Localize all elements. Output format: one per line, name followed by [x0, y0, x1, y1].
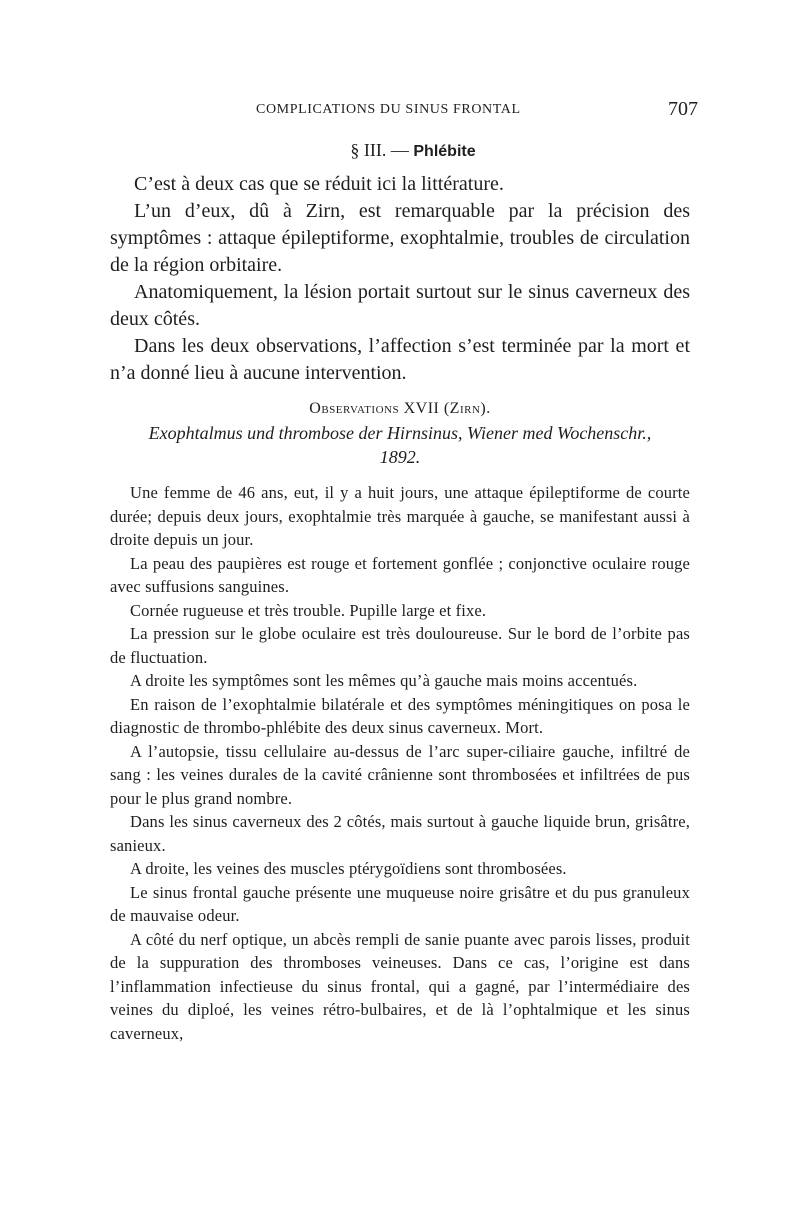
- body-paragraph: La peau des paupières est rouge et fortement gonflée ; conjonctive oculaire rouge avec suffusions sanguines.: [110, 553, 690, 596]
- section-heading: [110, 140, 690, 161]
- body-paragraph: Cornée rugueuse et très trouble. Pupille large et fixe.: [130, 600, 487, 620]
- book-page: [110, 96, 698, 1045]
- section-title: Phlébite: [413, 143, 476, 160]
- observation-text: [110, 481, 690, 1045]
- running-head: [110, 96, 698, 126]
- section-number: § III. —: [350, 140, 409, 160]
- intro-paragraph: L’un d’eux, dû à Zirn, est remarquable par la précision des symptômes : attaque épileptiforme, exophtalmie, troubles de circulation de la région orbitaire.: [110, 200, 690, 276]
- observation-label: Observations XVII (Zirn).: [309, 400, 491, 417]
- intro-paragraph: Anatomiquement, la lésion portait surtout sur le sinus caverneux des deux côtés.: [110, 281, 690, 330]
- body-paragraph: La pression sur le globe oculaire est très douloureuse. Sur le bord de l’orbite pas de fluctuation.: [110, 624, 690, 667]
- body-paragraph: Le sinus frontal gauche présente une muqueuse noire grisâtre et du pus granuleux de mauvaise odeur.: [110, 882, 690, 925]
- body-paragraph: Une femme de 46 ans, eut, il y a huit jours, une attaque épileptiforme de courte durée; depuis deux jours, exophtalmie très marquée à gauche, se manifestant aussi à droite depuis un jour.: [110, 483, 690, 549]
- observation-heading: [110, 397, 690, 469]
- body-paragraph: A côté du nerf optique, un abcès rempli de sanie puante avec parois lisses, produit de la suppuration des thromboses veineuses. Dans ce cas, l’origine est dans l’inflammation infectieuse du sinus frontal, qui a gagné, par l’intermédiaire des veines du diploé, les veines rétro-bulbaires, et de là l’ophtalmique et les sinus caverneux,: [110, 929, 690, 1043]
- running-title: COMPLICATIONS DU SINUS FRONTAL: [256, 102, 521, 117]
- page-number: 707: [668, 98, 698, 120]
- observation-reference: Exophtalmus und thrombose der Hirnsinus, Wiener med Wochenschr., 1892.: [148, 423, 652, 467]
- intro-text: [110, 171, 690, 387]
- body-paragraph: Dans les sinus caverneux des 2 côtés, mais surtout à gauche liquide brun, grisâtre, sanieux.: [110, 812, 690, 855]
- body-paragraph: A l’autopsie, tissu cellulaire au-dessus de l’arc super-ciliaire gauche, infiltré de sang : les veines durales de la cavité crânienne sont thrombosées et infiltrées de pus pour le plus grand nombre.: [110, 741, 690, 808]
- body-paragraph: En raison de l’exophtalmie bilatérale et des symptômes méningitiques on posa le diagnostic de thrombo-phlébite des deux sinus caverneux. Mort.: [110, 694, 690, 737]
- body-paragraph: A droite les symptômes sont les mêmes qu’à gauche mais moins accentués.: [130, 671, 638, 690]
- intro-paragraph: Dans les deux observations, l’affection s’est terminée par la mort et n’a donné lieu à aucune intervention.: [110, 335, 690, 384]
- intro-paragraph: C’est à deux cas que se réduit ici la littérature.: [134, 173, 504, 195]
- body-paragraph: A droite, les veines des muscles ptérygoïdiens sont thrombosées.: [130, 859, 567, 878]
